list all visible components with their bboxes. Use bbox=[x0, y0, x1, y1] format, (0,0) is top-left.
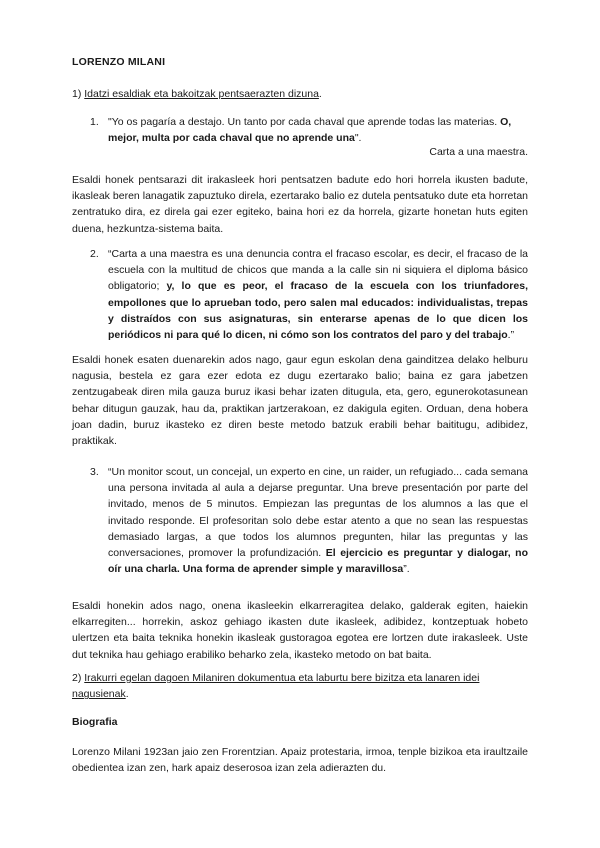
biography-heading: Biografia bbox=[72, 716, 118, 728]
quote-1-plain: "Yo os pagaría a destajo. Un tanto por cada chaval que aprende todas las materias. bbox=[108, 116, 498, 128]
question-1-number: 1) bbox=[72, 88, 82, 100]
quote-3-bold: El ejercicio es preguntar y dialogar, no oír una charla. Una forma de aprender simple y maravillosa bbox=[108, 547, 528, 576]
question-2 bbox=[72, 670, 528, 702]
quote-1-number: 1. bbox=[90, 116, 99, 128]
question-2-number: 2) bbox=[72, 672, 82, 684]
quote-3-number: 3. bbox=[90, 466, 99, 478]
quote-1-text bbox=[108, 114, 528, 146]
quote-2-text bbox=[108, 246, 528, 343]
question-1 bbox=[72, 88, 322, 100]
quote-3-plain: “Un monitor scout, un concejal, un experto en cine, un raider, un refugiado... cada semana una persona invitada al aula a dejarse preguntar. Una breve presentación por parte del invitado, menos de 5 minutos. Empiezan las preguntas de los alumnos a las que el invitado responde. El profesoritan solo debe estar atento a que no sean las respuestas demasiado largas, a que todos los alumnos pregunten, hilar las preguntas y las conversaciones, promover la profundización. bbox=[108, 466, 528, 560]
quote-1-bold: O, mejor, multa por cada chaval que no aprende una bbox=[108, 116, 512, 145]
quote-2-bold: y, lo que es peor, el fracaso de la escuela con los triunfadores, empollones que lo aprueban todo, pero salen mal educados: individualistas, trepas y distraídos con sus asignaturas, sin enterarse apenas de lo que dicen los periódicos ni para qué lo dicen, ni cómo son los contratos del paro y del trabajo bbox=[108, 280, 528, 342]
question-1-text: Idatzi esaldiak eta bakoitzak pentsaerazten dizuna bbox=[84, 88, 319, 100]
quote-1-signature: Carta a una maestra. bbox=[429, 146, 528, 158]
quote-1-end: ". bbox=[354, 132, 362, 145]
quote-3-text bbox=[108, 464, 528, 577]
page-title: LORENZO MILANI bbox=[72, 56, 166, 68]
quote-3-end: ”. bbox=[403, 563, 410, 576]
quote-2-end: .” bbox=[507, 329, 515, 342]
question-2-period: . bbox=[125, 688, 129, 701]
question-1-period: . bbox=[318, 88, 322, 100]
quote-2-plain: “Carta a una maestra es una denuncia contra el fracaso escolar, es decir, el fracaso de la escuela con la multitud de chicos que manda a la calle sin ni siquiera el diploma básico obligatorio; bbox=[108, 248, 528, 293]
paragraph-3: Esaldi honekin ados nago, onena ikasleekin elkarreragitea delako, galderak egiten, haiekin elkarregiten... horrekin, askoz gehiago ikasten dute ikasleek, adibidez, kontzeptuak hobeto ulertzen eta baita teknika honekin ikasleak gustoragoa egotea ere lortzen dute irakasleek. Uste dut teknika hau gehiago erabiliko beharko zela, ikasteko metodo on bat baita. bbox=[72, 600, 528, 661]
quote-2-number: 2. bbox=[90, 248, 99, 260]
paragraph-2: Esaldi honek esaten duenarekin ados nago, gaur egun eskolan dena gainditzea delako helburu nagusia, bestela ez gara ezer edota ez dugu ezertarako balio; baina ez gara jabetzen zentzugabeak diren mila gauza buruz ikasi behar izaten ditugula, eta, gero, egunerokotasunean behar ditugun gauzak, hau da, praktikan jartzerakoan, ez dakigula egiten. Orduan, dena hobera joan dadin, buruz ikasteko ez diren beste metodo batzuk erabili behar baititugu, adibidez, praktikak. bbox=[72, 354, 528, 448]
paragraph-1: Esaldi honek pentsarazi dit irakasleek hori pentsatzen badute edo hori horrela ikusten badute, ikasleak beren lanagatik zapuztuko direla, ezertarako balio ez dutela pentsatuko dute eta horretan zentratuko dira, ez direla gai ezer egiteko, baina hori ez da horrela, gizarte honetan huts egiten duena, hezkuntza-sistema baita. bbox=[72, 174, 528, 235]
question-2-text: Irakurri egelan dagoen Milaniren dokumentua eta laburtu bere bizitza eta lanaren idei nagusienak bbox=[72, 672, 480, 701]
biography-text: Lorenzo Milani 1923an jaio zen Frorentzian. Apaiz protestaria, irmoa, tenple bizikoa eta iraultzaile obedientea izan zen, hark apaiz deserosoa izan zela adierazten du. bbox=[72, 746, 528, 775]
